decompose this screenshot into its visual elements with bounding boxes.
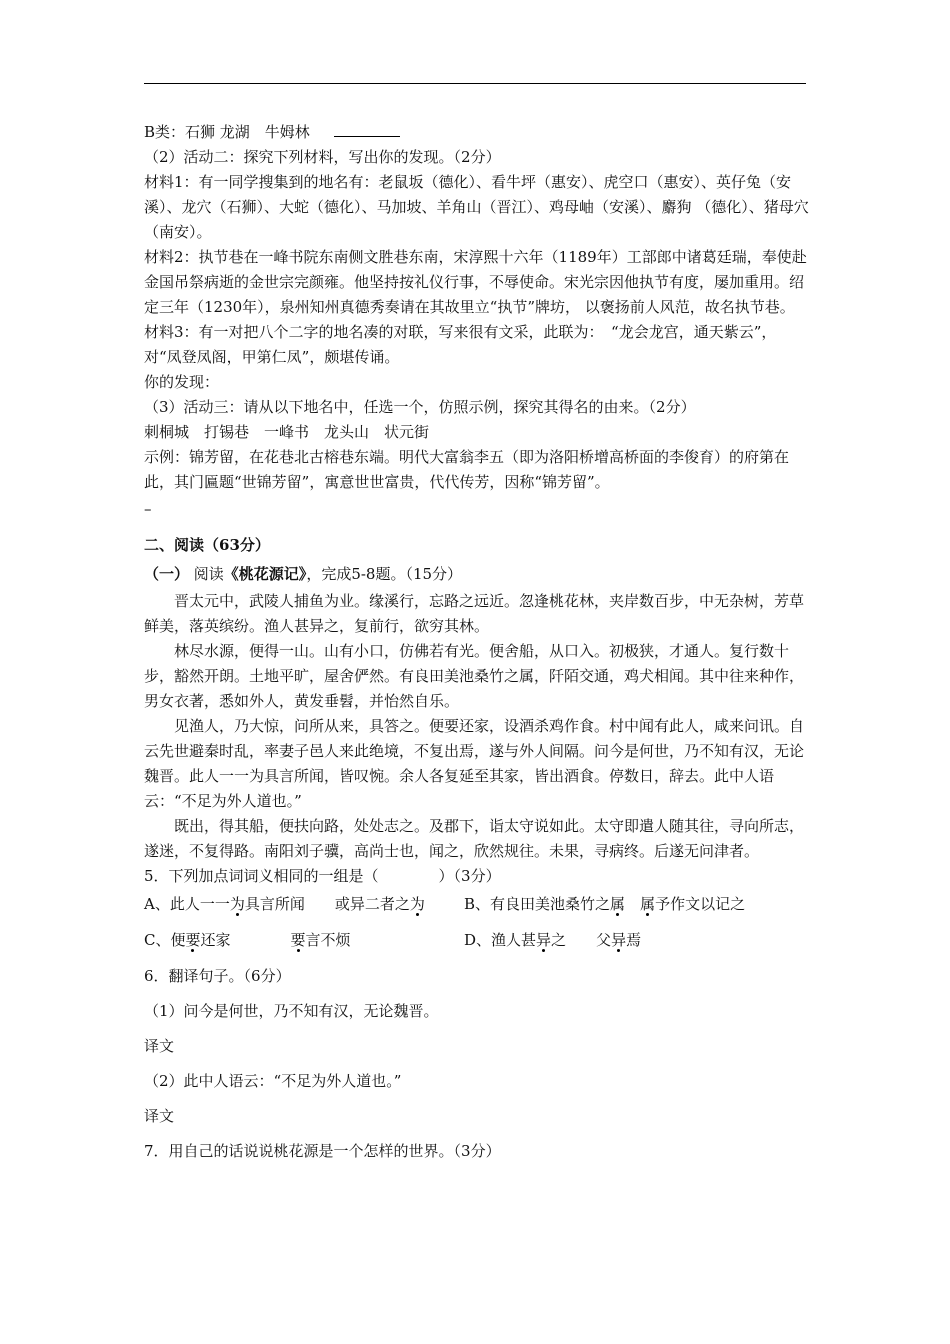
dotted-char: 要	[185, 931, 201, 949]
answer-blank	[334, 122, 400, 137]
example-text: 示例：锦芳留，在花巷北古榕巷东端。明代大富翁李五（即为洛阳桥增高桥面的李俊育）的府第在此，其门匾题“世锦芳留”，寓意世世富贵，代代传芳，因称“锦芳留”。	[144, 448, 790, 491]
option-b	[464, 889, 745, 919]
dotted-char: 异	[611, 931, 627, 949]
translation-label: 译文	[144, 1107, 175, 1125]
finding-label: 你的发现：	[144, 373, 220, 391]
q5-options-row-1	[144, 889, 809, 919]
option-text: 言不烦	[305, 931, 351, 949]
dotted-char: 为	[409, 895, 425, 913]
option-text: 之 父	[551, 931, 612, 949]
part1-number: （一）	[144, 565, 190, 583]
header-rule	[144, 83, 806, 84]
translation-label: 译文	[144, 1037, 175, 1055]
part1-post: ，完成5-8题。（15分）	[306, 565, 463, 583]
dotted-char: 为	[229, 895, 245, 913]
option-text: D、渔人甚	[464, 931, 537, 949]
option-text: B、有良田美池桑竹之	[464, 895, 611, 913]
option-c	[144, 925, 464, 955]
q6-sentence-1: （1）问今是何世，乃不知有汉，无论魏晋。	[144, 1002, 439, 1020]
option-text: A、此人一一	[144, 895, 230, 913]
option-text: 还家	[200, 931, 291, 949]
activity3-title: （3）活动三：请从以下地名中，任选一个，仿照示例，探究其得名的由来。（2分）	[144, 398, 696, 416]
dotted-char: 属	[610, 895, 626, 913]
q6-stem: 6．翻译句子。（6分）	[144, 967, 291, 985]
dash-mark: –	[144, 500, 152, 518]
material-1: 材料1：有一同学搜集到的地名有：老鼠坂（德化）、看牛坪（惠安）、虎空口（惠安）、英仔兔（安溪）、龙穴（石狮）、大蛇（德化）、马加坡、羊角山（晋江）、鸡母岫（安溪）、麝狗 （德化）、猪母穴（南安）。	[144, 173, 809, 241]
q7-stem: 7．用自己的话说说桃花源是一个怎样的世界。（3分）	[144, 1142, 501, 1160]
b-class-text: B类：石狮 龙湖 牛姆林	[144, 123, 310, 141]
passage-paragraph: 见渔人，乃大惊，问所从来，具答之。便要还家，设酒杀鸡作食。村中闻有此人，咸来问讯。自云先世避秦时乱，率妻子邑人来此绝境，不复出焉，遂与外人间隔。问今是何世，乃不知有汉，无论魏晋。此人一一为具言所闻，皆叹惋。余人各复延至其家，皆出酒食。停数日，辞去。此中人语云：“不足为外人道也。”	[144, 717, 805, 810]
q5-stem: 5．下列加点词词义相同的一组是（ ）（3分）	[144, 867, 501, 885]
option-a	[144, 889, 464, 919]
section-heading: 二、阅读（63分）	[144, 536, 270, 554]
option-text	[625, 895, 640, 913]
dotted-char: 异	[536, 931, 552, 949]
dotted-char: 属	[640, 895, 656, 913]
option-text: 予作文以记之	[655, 895, 746, 913]
q6-sentence-2: （2）此中人语云：“不足为外人道也。”	[144, 1072, 402, 1090]
material-3: 材料3：有一对把八个二字的地名凑的对联，写来很有文采，此联为： “龙会龙宫，通天紫云”，对“凤登凤阁，甲第仁凤”，颇堪传诵。	[144, 323, 777, 366]
activity2-title: （2）活动二：探究下列材料，写出你的发现。（2分）	[144, 148, 501, 166]
passage-paragraph: 晋太元中，武陵人捕鱼为业。缘溪行，忘路之远近。忽逢桃花林，夹岸数百步，中无杂树，芳草鲜美，落英缤纷。渔人甚异之，复前行，欲穷其林。	[144, 592, 805, 635]
passage-paragraph: 既出，得其船，便扶向路，处处志之。及郡下，诣太守说如此。太守即遣人随其往，寻向所志，遂迷，不复得路。南阳刘子骥，高尚士也，闻之，欣然规往。未果，寻病终。后遂无问津者。	[144, 817, 805, 860]
exam-content	[144, 120, 809, 1169]
option-text: 焉	[626, 931, 642, 949]
option-text: 具言所闻 或异二者之	[244, 895, 410, 913]
material-2: 材料2：执节巷在一峰书院东南侧文胜巷东南，宋淳熙十六年（1189年）工部郎中诸葛廷瑞，奉使赴金国吊祭病逝的金世宗完颜雍。他坚持按礼仪行事，不辱使命。宋光宗因他执节有度，屡加重用。绍定三年（1230年），泉州知州真德秀奏请在其故里立“执节”牌坊， 以褒扬前人风范，故名执节巷。	[144, 248, 807, 316]
q5-options-row-2	[144, 925, 809, 955]
dotted-char: 要	[290, 931, 306, 949]
option-d	[464, 925, 641, 955]
option-text: C、便	[144, 931, 186, 949]
part1-heading	[144, 562, 809, 587]
passage-paragraph: 林尽水源，便得一山。山有小口，仿佛若有光。便舍船，从口入。初极狭，才通人。复行数十步，豁然开朗。土地平旷，屋舍俨然。有良田美池桑竹之属，阡陌交通，鸡犬相闻。其中往来种作，男女衣著，悉如外人，黄发垂髫，并怡然自乐。	[144, 642, 805, 710]
place-name-list: 刺桐城 打锡巷 一峰书 龙头山 状元街	[144, 423, 430, 441]
part1-pre: 阅读	[189, 565, 224, 583]
part1-title: 《桃花源记》	[223, 565, 307, 583]
b-class-line	[144, 120, 809, 145]
